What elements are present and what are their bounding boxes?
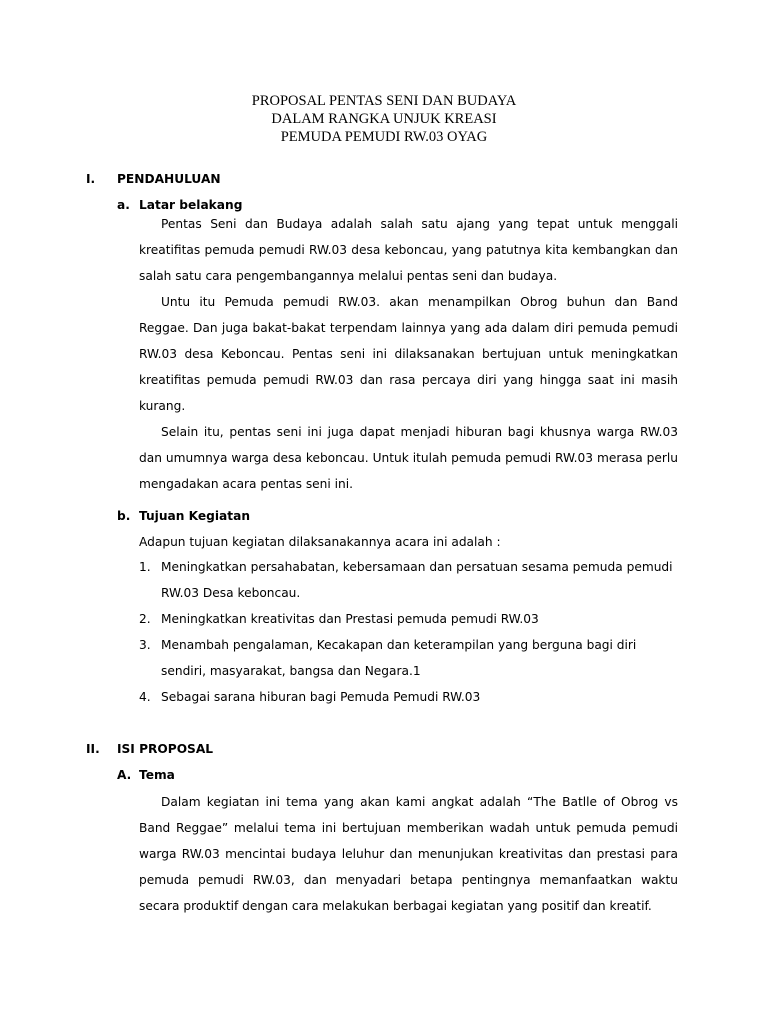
paragraph: Pentas Seni dan Budaya adalah salah satu ajang yang tepat untuk menggali kreatifitas pemuda pemudi RW.03 desa keboncau, yang patutnya kita kembangkan dan salah satu cara pengembangannya melalui pentas seni dan budaya. [139, 217, 678, 283]
section-2-heading: ISI PROPOSAL [117, 742, 214, 756]
section-1-numeral: I. [86, 172, 96, 186]
title-line-3: PEMUDA PEMUDI RW.03 OYAG [280, 129, 488, 145]
subsection-a-marker: a. [117, 198, 130, 212]
list-item-number: 1. [139, 560, 151, 574]
subsection-a-heading: Latar belakang [139, 198, 243, 212]
title-line-1: PROPOSAL PENTAS SENI DAN BUDAYA [251, 93, 517, 109]
list-item-number: 3. [139, 638, 151, 652]
tujuan-intro: Adapun tujuan kegiatan dilaksanakannya acara ini adalah : [139, 535, 501, 549]
section-2-numeral: II. [86, 742, 100, 756]
tema-text [139, 789, 678, 919]
subsection-b-heading: Tujuan Kegiatan [139, 509, 250, 523]
subsection-tema-heading: Tema [139, 768, 175, 782]
list-item-number: 4. [139, 690, 151, 704]
list-item-text: Menambah pengalaman, Kecakapan dan keterampilan yang berguna bagi diri sendiri, masyarakat, bangsa dan Negara.1 [161, 638, 637, 678]
list-item-text: Meningkatkan persahabatan, kebersamaan dan persatuan sesama pemuda pemudi RW.03 Desa keboncau. [161, 560, 673, 600]
latar-belakang-text [139, 211, 678, 497]
paragraph: Selain itu, pentas seni ini juga dapat menjadi hiburan bagi khusnya warga RW.03 dan umumnya warga desa keboncau. Untuk itulah pemuda pemudi RW.03 merasa perlu mengadakan acara pentas seni ini. [139, 425, 678, 491]
list-item [139, 554, 679, 606]
paragraph: Untu itu Pemuda pemudi RW.03. akan menampilkan Obrog buhun dan Band Reggae. Dan juga bakat-bakat terpendam lainnya yang ada dalam diri pemuda pemudi RW.03 desa Keboncau. Pentas seni ini dilaksanakan bertujuan untuk meningkatkan kreatifitas pemuda pemudi RW.03 dan rasa percaya diri yang hingga saat ini masih kurang. [139, 295, 678, 413]
subsection-b-marker: b. [117, 509, 131, 523]
section-1-heading: PENDAHULUAN [117, 172, 221, 186]
document-title [0, 92, 768, 146]
paragraph: Dalam kegiatan ini tema yang akan kami angkat adalah “The Batlle of Obrog vs Band Reggae” melalui tema ini bertujuan memberikan wadah untuk pemuda pemudi warga RW.03 mencintai budaya leluhur dan menunjukan kreativitas dan prestasi para pemuda pemudi RW.03, dan menyadari betapa pentingnya memanfaatkan waktu secara produktif dengan cara melakukan berbagai kegiatan yang positif dan kreatif. [139, 795, 678, 913]
list-item [139, 684, 679, 710]
tujuan-list [139, 554, 679, 710]
list-item-number: 2. [139, 612, 151, 626]
list-item [139, 606, 679, 632]
subsection-tema-marker: A. [117, 768, 132, 782]
title-line-2: DALAM RANGKA UNJUK KREASI [271, 111, 497, 127]
list-item [139, 632, 679, 684]
list-item-text: Meningkatkan kreativitas dan Prestasi pemuda pemudi RW.03 [161, 612, 539, 626]
list-item-text: Sebagai sarana hiburan bagi Pemuda Pemudi RW.03 [161, 690, 481, 704]
